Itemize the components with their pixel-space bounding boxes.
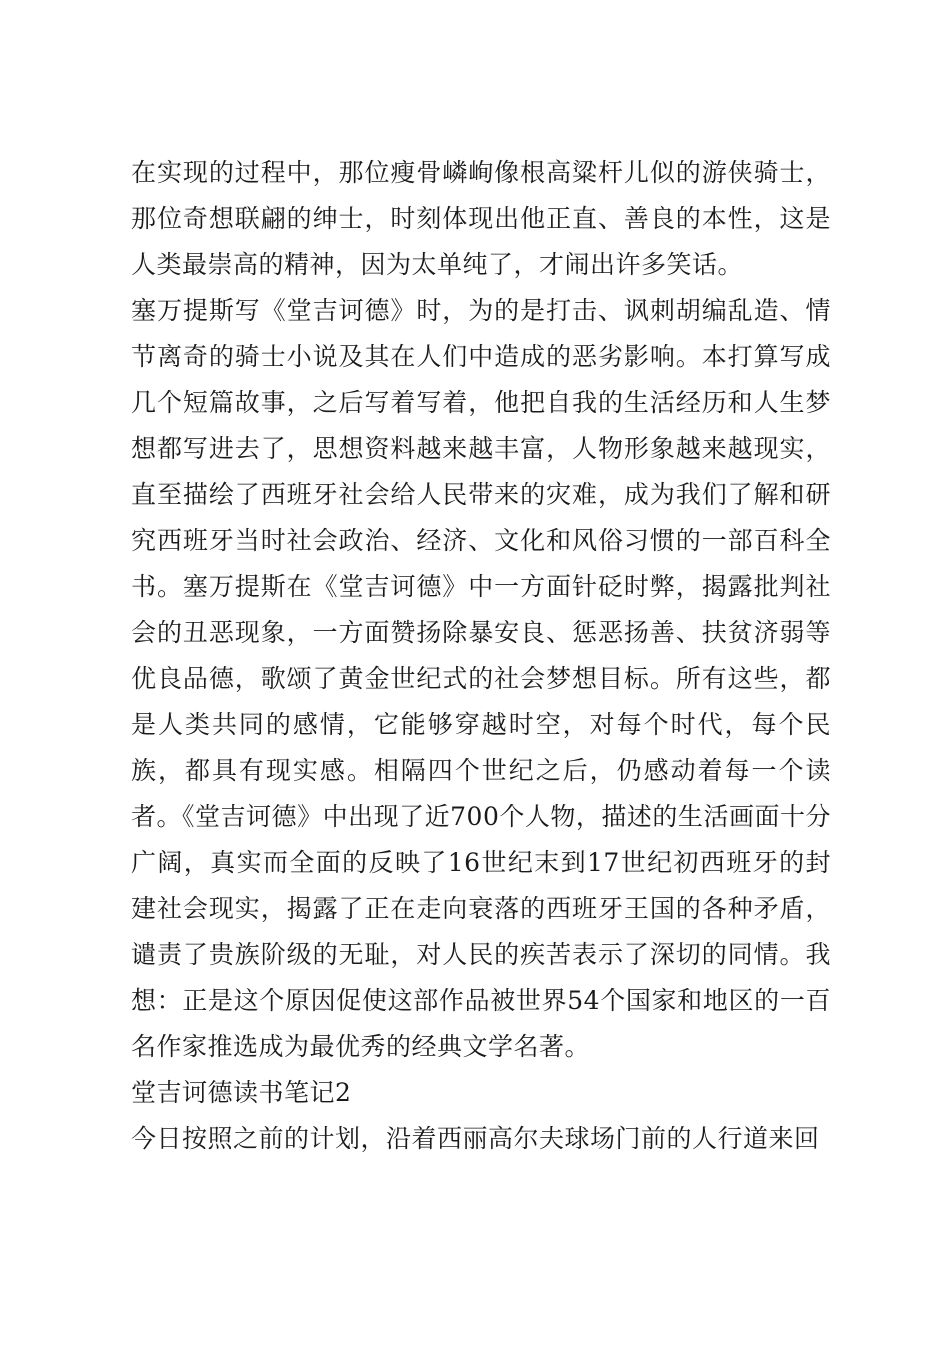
- section-heading: 堂吉诃德读书笔记2: [131, 1078, 352, 1107]
- paragraph-cervantes-analysis: 塞万提斯写《堂吉诃德》时，为的是打击、讽刺胡编乱造、情节离奇的骑士小说及其在人们中造成的恶劣影响。本打算写成几个短篇故事，之后写着写着，他把自我的生活经历和人生梦想都写进去了，思想资料越来越丰富，人物形象越来越现实，直至描绘了西班牙社会给人民带来的灾难，成为我们了解和研究西班牙当时社会政治、经济、文化和风俗习惯的一部百科全书。塞万提斯在《堂吉诃德》中一方面针砭时弊，揭露批判社会的丑恶现象，一方面赞扬除暴安良、惩恶扬善、扶贫济弱等优良品德，歌颂了黄金世纪式的社会梦想目标。所有这些，都是人类共同的感情，它能够穿越时空，对每个时代，每个民族，都具有现实感。相隔四个世纪之后，仍感动着每一个读者。《堂吉诃德》中出现了近700个人物，描述的生活画面十分广阔，真实而全面的反映了16世纪末到17世纪初西班牙的封建社会现实，揭露了正在走向衰落的西班牙王国的各种矛盾，谴责了贵族阶级的无耻，对人民的疾苦表示了深切的同情。我想：正是这个原因促使这部作品被世界54个国家和地区的一百名作家推选成为最优秀的经典文学名著。: [131, 296, 831, 1061]
- paragraph-walk-note: 今日按照之前的计划，沿着西丽高尔夫球场门前的人行道来回: [131, 1124, 820, 1153]
- document-body: [131, 150, 831, 1162]
- paragraph-knight-virtue: 在实现的过程中，那位瘦骨嶙峋像根高粱杆儿似的游侠骑士，那位奇想联翩的绅士，时刻体现出他正直、善良的本性，这是人类最崇高的精神，因为太单纯了，才闹出许多笑话。: [131, 158, 831, 279]
